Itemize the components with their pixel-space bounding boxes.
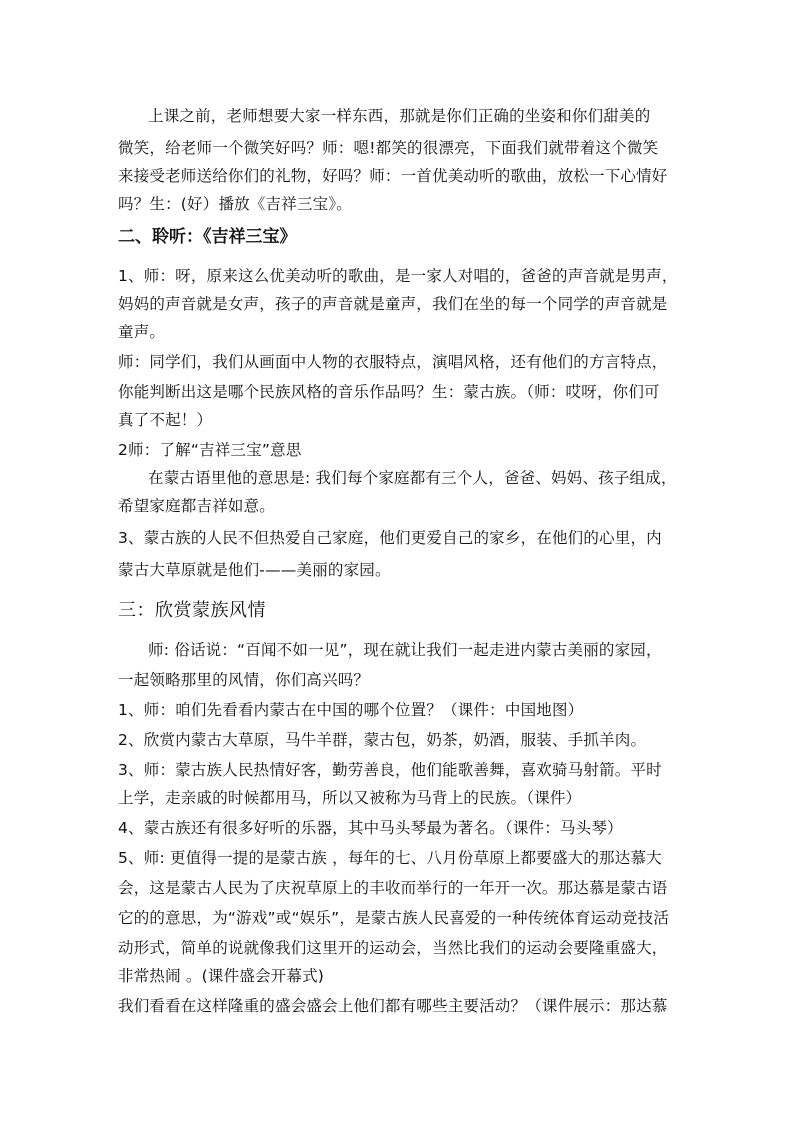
paragraph-line: 师：同学们，我们从画面中人物的衣服特点，演唱风格，还有他们的方言特点， — [118, 353, 668, 371]
paragraph-line: 蒙古大草原就是他们-——美丽的家园。 — [118, 561, 391, 579]
paragraph-line: 我们看看在这样隆重的盛会盛会上他们都有哪些主要活动？（课件展示：那达慕 — [118, 997, 668, 1015]
paragraph-line: 1、师：呀，原来这么优美动听的歌曲，是一家人对唱的，爸爸的声音就是男声， — [118, 267, 678, 285]
section-heading: 三：欣赏蒙族风情 — [118, 600, 266, 621]
paragraph-line: 它的的意思，为“游戏”或“娱乐”，是蒙古族人民喜爱的一种传统体育运动竞技活 — [118, 909, 670, 927]
paragraph-line: 5、师: 更值得一提的是蒙古族 ，每年的七、八月份草原上都要盛大的那达慕大 — [118, 849, 662, 867]
paragraph-line: 在蒙古语里他的意思是: 我们每个家庭都有三个人，爸爸、妈妈、孩子组成， — [148, 469, 677, 487]
paragraph-line: 1、师：咱们先看看内蒙古在中国的哪个位置？（课件：中国地图） — [118, 701, 584, 719]
intro-line: 微笑，给老师一个微笑好吗？师：嗯!都笑的很漂亮，下面我们就带着这个微笑 — [118, 139, 659, 157]
section-heading: 二、聆听：《吉祥三宝》 — [118, 227, 297, 247]
paragraph-line: 非常热闹 。(课件盛会开幕式) — [118, 967, 325, 985]
paragraph-line: 动形式，简单的说就像我们这里开的运动会，当然比我们的运动会要隆重盛大， — [118, 939, 668, 957]
paragraph-line: 一起领略那里的风情，你们高兴吗？ — [118, 671, 370, 689]
paragraph-line: 3、师：蒙古族人民热情好客，勤劳善良，他们能歌善舞，喜欢骑马射箭。平时 — [118, 761, 662, 779]
paragraph-line: 2师：了解“吉祥三宝”意思 — [118, 441, 302, 459]
intro-line: 来接受老师送给你们的礼物，好吗？师：一首优美动听的歌曲，放松一下心情好 — [118, 167, 668, 185]
paragraph-line: 妈妈的声音就是女声，孩子的声音就是童声，我们在坐的每一个同学的声音就是 — [118, 295, 668, 313]
paragraph-line: 4、蒙古族还有很多好听的乐器，其中马头琴最为著名。（课件：马头琴） — [118, 819, 623, 837]
intro-line: 上课之前，老师想要大家一样东西，那就是你们正确的坐姿和你们甜美的 — [148, 107, 651, 125]
paragraph-line: 3、蒙古族的人民不但热爱自己家庭，他们更爱自己的家乡，在他们的心里，内 — [118, 529, 662, 547]
paragraph-line: 师: 俗话说：“百闻不如一见”，现在就让我们一起走进内蒙古美丽的家园， — [148, 641, 662, 659]
paragraph-line: 你能判断出这是哪个民族风格的音乐作品吗？生：蒙古族。（师：哎呀，你们可 — [118, 383, 660, 401]
paragraph-line: 童声。 — [118, 323, 166, 341]
intro-line: 吗？生：(好）播放《吉祥三宝》。 — [118, 195, 352, 213]
paragraph-line: 希望家庭都吉祥如意。 — [118, 497, 276, 515]
paragraph-line: 上学，走亲戚的时候都用马，所以又被称为马背上的民族。（课件） — [118, 789, 582, 807]
paragraph-line: 真了不起！） — [118, 411, 213, 429]
paragraph-line: 2、欣赏内蒙古大草原，马牛羊群，蒙古包，奶茶，奶酒，服装、手抓羊肉。 — [118, 731, 647, 749]
paragraph-line: 会，这是蒙古人民为了庆祝草原上的丰收而举行的一年开一次。那达慕是蒙古语 — [118, 879, 668, 897]
